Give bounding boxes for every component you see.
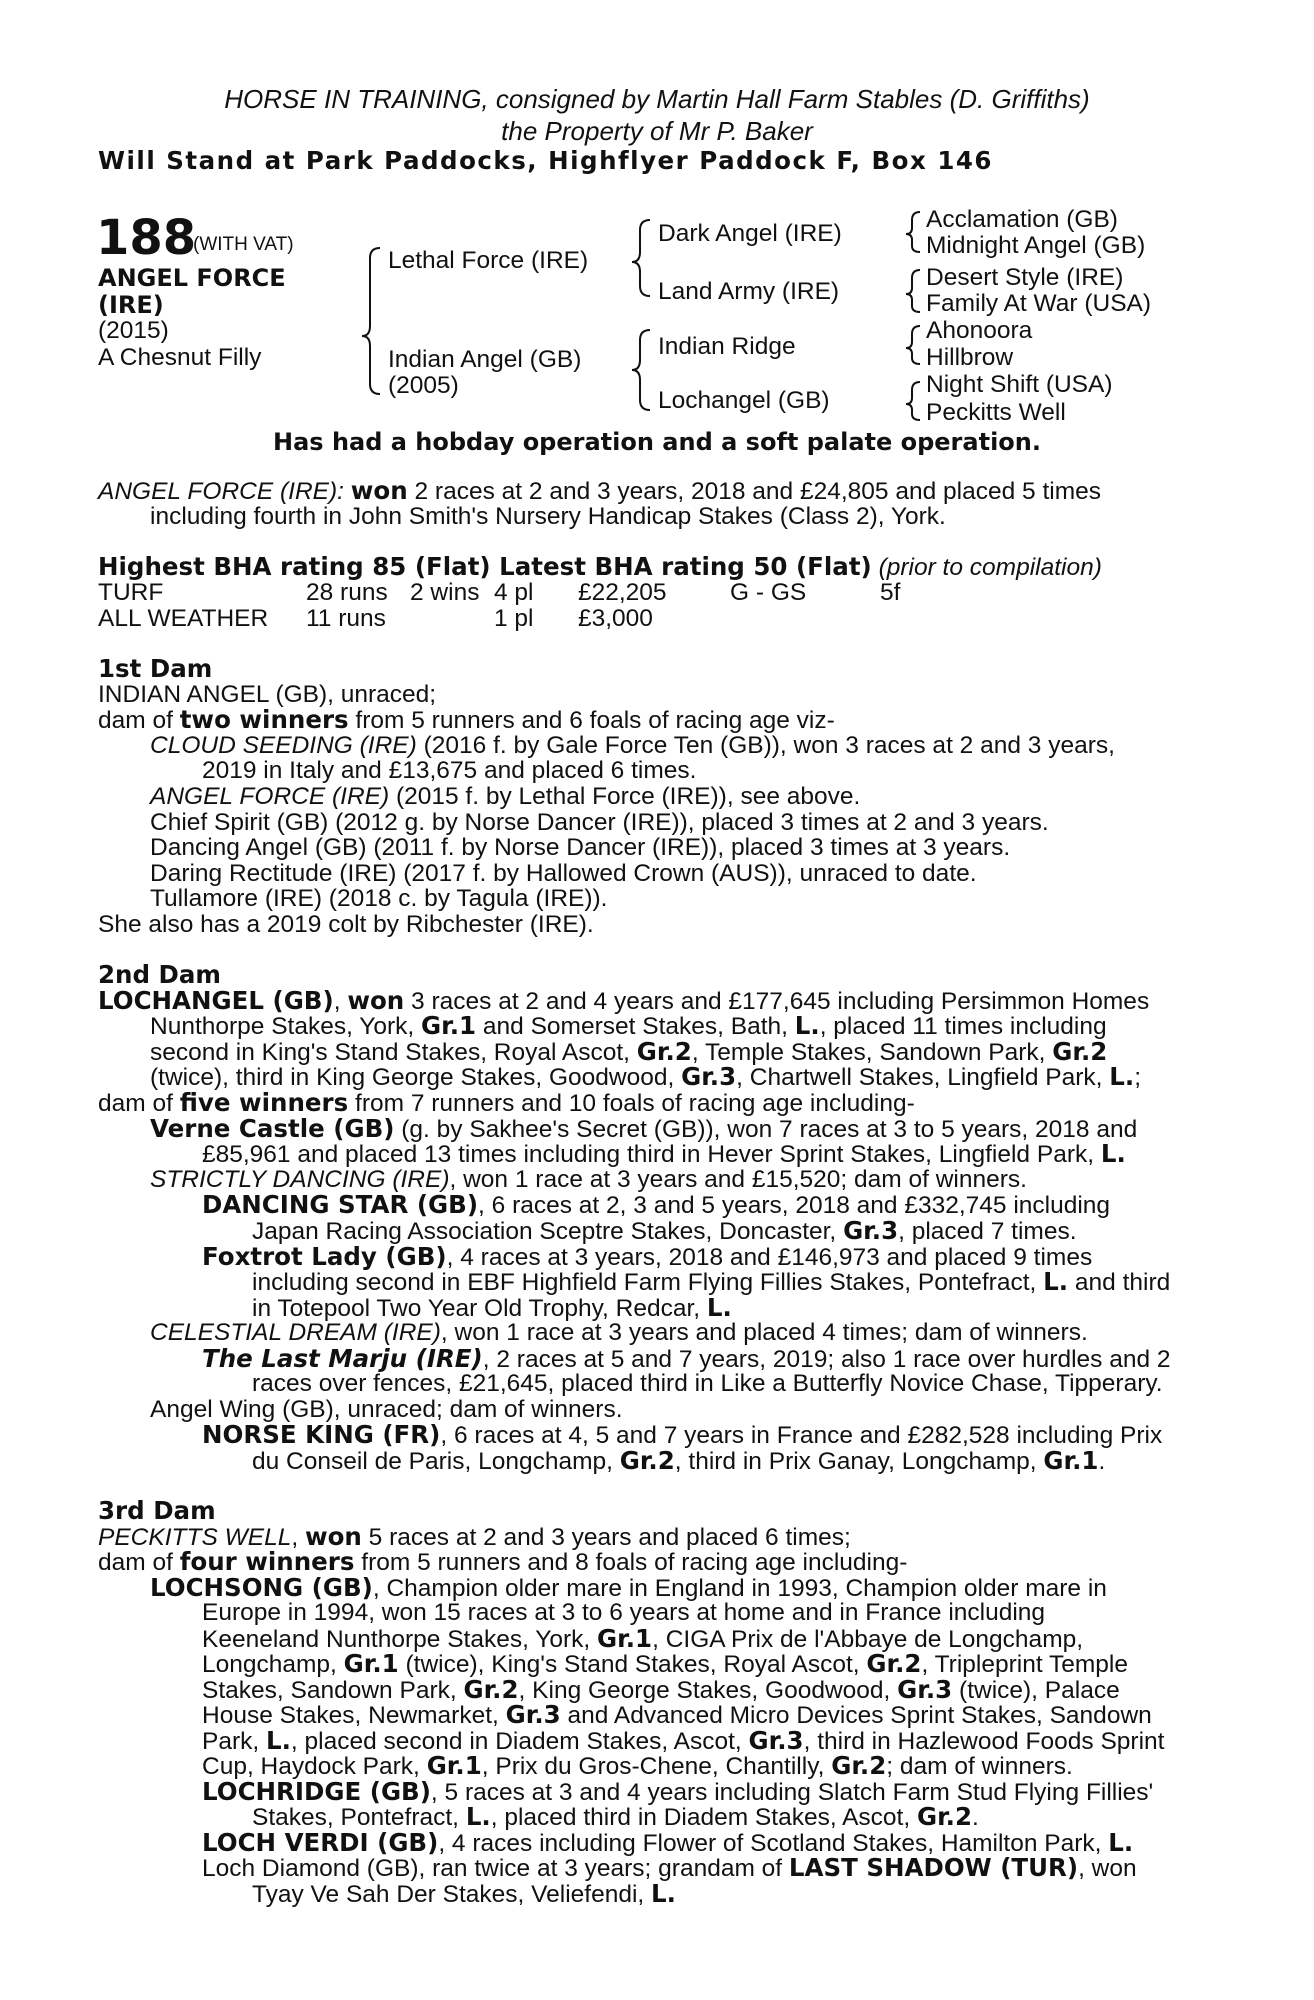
lochangel-line-3: second in King's Stand Stakes, Royal Ascot, Gr.2, Temple Stakes, Sandown Park, Gr.2 bbox=[150, 1037, 1108, 1066]
last-marju-line-2: races over fences, £21,645, placed third in Like a Butterfly Novice Chase, Tipperary. bbox=[252, 1370, 1163, 1397]
pedigree-dam-dam: Lochangel (GB) bbox=[658, 387, 830, 414]
record-aw-runs: 11 runs bbox=[306, 605, 386, 632]
angel-wing: Angel Wing (GB), unraced; dam of winners. bbox=[150, 1396, 623, 1423]
norse-king-line-1: NORSE KING (FR), 6 races at 4, 5 and 7 years in France and £282,528 including Prix bbox=[202, 1420, 1163, 1449]
record-turf-money: £22,205 bbox=[578, 579, 667, 606]
norse-king-line-2: du Conseil de Paris, Longchamp, Gr.2, third in Prix Ganay, Longchamp, Gr.1. bbox=[252, 1446, 1106, 1475]
pedigree-ssd: Midnight Angel (GB) bbox=[926, 232, 1146, 259]
loch-diamond-line-2: Tyay Ve Sah Der Stakes, Veliefendi, L. bbox=[252, 1879, 676, 1908]
pedigree-sdd: Family At War (USA) bbox=[926, 290, 1152, 317]
first-dam-produce: dam of two winners from 5 runners and 6 foals of racing age viz- bbox=[98, 705, 835, 734]
record-aw-money: £3,000 bbox=[578, 605, 653, 632]
horse-name: ANGEL FORCE bbox=[98, 264, 286, 292]
lochsong-line-5: Stakes, Sandown Park, Gr.2, King George Stakes, Goodwood, Gr.3 (twice), Palace bbox=[202, 1675, 1120, 1704]
lochangel-line-2: Nunthorpe Stakes, York, Gr.1 and Somerset Stakes, Bath, L., placed 11 times including bbox=[150, 1011, 1107, 1040]
summary-line-1: ANGEL FORCE (IRE): won 2 races at 2 and 3 years, 2018 and £24,805 and placed 5 times bbox=[98, 476, 1101, 505]
lochsong-line-7: Park, L., placed second in Diadem Stakes, Ascot, Gr.3, third in Hazlewood Foods Sprint bbox=[202, 1726, 1165, 1755]
pedigree-sire-dam: Land Army (IRE) bbox=[658, 278, 840, 305]
record-aw-placed: 1 pl bbox=[494, 605, 534, 632]
header-property: the Property of Mr P. Baker bbox=[501, 116, 813, 146]
lochsong-line-2: Europe in 1994, won 15 races at 3 to 6 years at home and in France including bbox=[202, 1599, 1046, 1626]
third-dam-heading: 3rd Dam bbox=[98, 1496, 216, 1525]
foxtrot-lady-line-2: including second in EBF Highfield Farm Flying Fillies Stakes, Pontefract, L. and third bbox=[252, 1267, 1171, 1296]
produce-daring-rectitude: Daring Rectitude (IRE) (2017 f. by Hallowed Crown (AUS)), unraced to date. bbox=[150, 860, 977, 887]
horse-country: (IRE) bbox=[98, 291, 164, 319]
header-consignor: HORSE IN TRAINING, consigned by Martin Hall Farm Stables (D. Griffiths) bbox=[224, 84, 1090, 114]
first-dam-heading: 1st Dam bbox=[98, 654, 213, 683]
veterinary-note: Has had a hobday operation and a soft palate operation. bbox=[273, 428, 1041, 456]
foxtrot-lady-line-1: Foxtrot Lady (GB), 4 races at 3 years, 2018 and £146,973 and placed 9 times bbox=[202, 1242, 1093, 1271]
produce-cloud-seeding-cont: 2019 in Italy and £13,675 and placed 6 times. bbox=[202, 757, 697, 784]
strictly-dancing: STRICTLY DANCING (IRE), won 1 race at 3 years and £15,520; dam of winners. bbox=[150, 1166, 1027, 1193]
pedigree-dsd: Hillbrow bbox=[926, 344, 1014, 371]
record-turf-distance: 5f bbox=[880, 579, 901, 606]
summary-horse-name: ANGEL FORCE (IRE) bbox=[98, 478, 338, 505]
last-marju-line-1: The Last Marju (IRE), 2 races at 5 and 7 years, 2019; also 1 race over hurdles and 2 bbox=[202, 1344, 1171, 1373]
peckitts-well-line: PECKITTS WELL, won 5 races at 2 and 3 years and placed 6 times; bbox=[98, 1522, 851, 1551]
record-turf-going: G - GS bbox=[730, 579, 807, 606]
pedigree-sss: Acclamation (GB) bbox=[926, 206, 1118, 233]
horse-year: (2015) bbox=[98, 317, 169, 344]
pedigree-sire: Lethal Force (IRE) bbox=[388, 247, 589, 274]
produce-chief-spirit: Chief Spirit (GB) (2012 g. by Norse Dancer (IRE)), placed 3 times at 2 and 3 years. bbox=[150, 809, 1049, 836]
dancing-star-line-2: Japan Racing Association Sceptre Stakes, Doncaster, Gr.3, placed 7 times. bbox=[252, 1216, 1077, 1245]
lot-number: 188 bbox=[96, 210, 197, 266]
lochangel-line-1: LOCHANGEL (GB), won 3 races at 2 and 4 years and £177,645 including Persimmon Homes bbox=[98, 986, 1150, 1015]
record-turf-wins: 2 wins bbox=[410, 579, 480, 606]
lochsong-line-8: Cup, Haydock Park, Gr.1, Prix du Gros-Chene, Chantilly, Gr.2; dam of winners. bbox=[202, 1751, 1073, 1780]
pedigree-dam: Indian Angel (GB) bbox=[388, 346, 582, 373]
pedigree-dam-year: (2005) bbox=[388, 372, 459, 399]
first-dam-name: INDIAN ANGEL (GB), unraced; bbox=[98, 681, 437, 708]
verne-castle-line-1: Verne Castle (GB) (g. by Sakhee's Secret (GB)), won 7 races at 3 to 5 years, 2018 and bbox=[150, 1114, 1138, 1143]
lochsong-line-4: Longchamp, Gr.1 (twice), King's Stand Stakes, Royal Ascot, Gr.2, Tripleprint Temple bbox=[202, 1649, 1128, 1678]
pedigree-dss: Ahonoora bbox=[926, 317, 1033, 344]
pedigree-dds: Night Shift (USA) bbox=[926, 371, 1113, 398]
loch-diamond-line-1: Loch Diamond (GB), ran twice at 3 years; grandam of LAST SHADOW (TUR), won bbox=[202, 1853, 1137, 1882]
pedigree-dam-sire: Indian Ridge bbox=[658, 333, 796, 360]
bha-rating: Highest BHA rating 85 (Flat) Latest BHA rating 50 (Flat) (prior to compilation) bbox=[98, 552, 1102, 581]
pedigree-sire-sire: Dark Angel (IRE) bbox=[658, 220, 842, 247]
lochridge-line-1: LOCHRIDGE (GB), 5 races at 3 and 4 years including Slatch Farm Stud Flying Fillies' bbox=[202, 1777, 1154, 1806]
summary-line-2: including fourth in John Smith's Nursery Handicap Stakes (Class 2), York. bbox=[150, 503, 946, 530]
record-turf-runs: 28 runs bbox=[306, 579, 388, 606]
peckitts-well-produce: dam of four winners from 5 runners and 8 foals of racing age including- bbox=[98, 1547, 908, 1576]
produce-angel-force: ANGEL FORCE (IRE) (2015 f. by Lethal Force (IRE)), see above. bbox=[150, 783, 861, 810]
lochangel-line-4: (twice), third in King George Stakes, Goodwood, Gr.3, Chartwell Stakes, Lingfield Park, L.; bbox=[150, 1062, 1142, 1091]
record-turf-placed: 4 pl bbox=[494, 579, 534, 606]
foxtrot-lady-line-3: in Totepool Two Year Old Trophy, Redcar, L. bbox=[252, 1293, 732, 1322]
horse-description: A Chesnut Filly bbox=[98, 344, 262, 371]
record-turf-surface: TURF bbox=[98, 579, 164, 606]
lochsong-line-3: Keeneland Nunthorpe Stakes, York, Gr.1, CIGA Prix de l'Abbaye de Longchamp, bbox=[202, 1624, 1084, 1653]
pedigree-sds: Desert Style (IRE) bbox=[926, 264, 1124, 291]
pedigree-ddd: Peckitts Well bbox=[926, 399, 1066, 426]
record-aw-surface: ALL WEATHER bbox=[98, 605, 269, 632]
dancing-star-line-1: DANCING STAR (GB), 6 races at 2, 3 and 5 years, 2018 and £332,745 including bbox=[202, 1190, 1111, 1219]
produce-also-has: She also has a 2019 colt by Ribchester (IRE). bbox=[98, 911, 594, 938]
produce-tullamore: Tullamore (IRE) (2018 c. by Tagula (IRE)). bbox=[150, 885, 608, 912]
lochridge-line-2: Stakes, Pontefract, L., placed third in Diadem Stakes, Ascot, Gr.2. bbox=[252, 1802, 979, 1831]
lochangel-produce: dam of five winners from 7 runners and 10 foals of racing age including- bbox=[98, 1088, 915, 1117]
loch-verdi: LOCH VERDI (GB), 4 races including Flower of Scotland Stakes, Hamilton Park, L. bbox=[202, 1828, 1134, 1857]
produce-cloud-seeding: CLOUD SEEDING (IRE) (2016 f. by Gale Force Ten (GB)), won 3 races at 2 and 3 years, bbox=[150, 732, 1115, 759]
vat-label: (WITH VAT) bbox=[193, 234, 294, 255]
verne-castle-line-2: £85,961 and placed 13 times including third in Hever Sprint Stakes, Lingfield Park, L. bbox=[202, 1139, 1126, 1168]
lochsong-line-1: LOCHSONG (GB), Champion older mare in England in 1993, Champion older mare in bbox=[150, 1573, 1107, 1602]
celestial-dream: CELESTIAL DREAM (IRE), won 1 race at 3 years and placed 4 times; dam of winners. bbox=[150, 1319, 1088, 1346]
header-location: Will Stand at Park Paddocks, Highflyer Paddock F, Box 146 bbox=[98, 146, 993, 175]
lochsong-line-6: House Stakes, Newmarket, Gr.3 and Advanced Micro Devices Sprint Stakes, Sandown bbox=[202, 1700, 1152, 1729]
second-dam-heading: 2nd Dam bbox=[98, 960, 221, 989]
produce-dancing-angel: Dancing Angel (GB) (2011 f. by Norse Dancer (IRE)), placed 3 times at 3 years. bbox=[150, 834, 1011, 861]
